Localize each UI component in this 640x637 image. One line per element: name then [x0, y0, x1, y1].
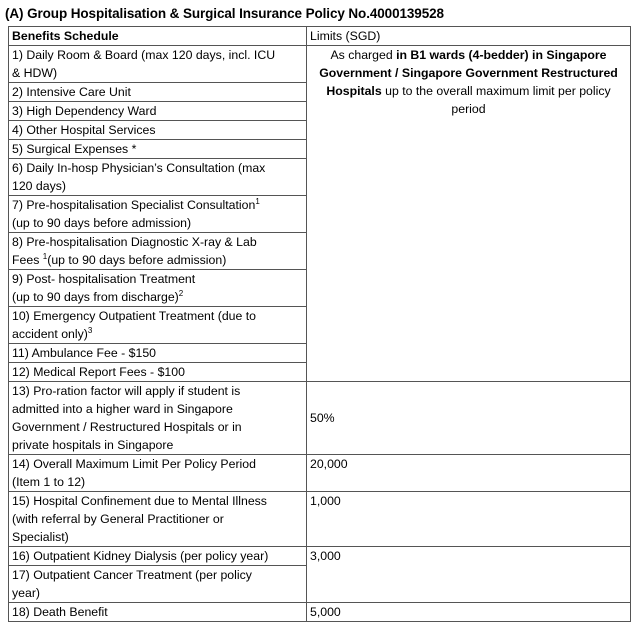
benefit-cell: 1) Daily Room & Board (max 120 days, incl. ICU & HDW)	[9, 46, 307, 83]
table-row	[9, 547, 631, 566]
footnote-mark: 1	[42, 251, 48, 261]
table-row	[9, 492, 631, 547]
benefit-cell: 5) Surgical Expenses *	[9, 140, 307, 159]
benefit-text: 8) Pre-hospitalisation Diagnostic X-ray & Lab Fees	[12, 235, 257, 267]
benefit-cell: 12) Medical Report Fees - $100	[9, 363, 307, 382]
benefit-cell: 16) Outpatient Kidney Dialysis (per policy year)	[9, 547, 307, 566]
merged-limit-text: As charged	[330, 48, 397, 62]
benefit-text-rest: (up to 90 days before admission)	[12, 216, 192, 230]
benefit-text-rest: (up to 90 days before admission)	[47, 253, 227, 267]
footnote-mark: 2	[178, 288, 184, 298]
benefit-cell: 2) Intensive Care Unit	[9, 83, 307, 102]
benefit-cell: 11) Ambulance Fee - $150	[9, 344, 307, 363]
benefit-cell: 6) Daily In-hosp Physician’s Consultation (max 120 days)	[9, 159, 307, 196]
benefit-cell: 14) Overall Maximum Limit Per Policy Period (Item 1 to 12)	[9, 455, 307, 492]
benefit-cell: 4) Other Hospital Services	[9, 121, 307, 140]
benefit-text: 10) Emergency Outpatient Treatment (due to accident only)	[12, 309, 257, 341]
merged-limit-text-end: up to the overall maximum limit per policy period	[381, 84, 611, 116]
limit-cell: 1,000	[307, 492, 631, 547]
benefits-header: Benefits Schedule	[9, 27, 307, 46]
footnote-mark: 3	[87, 325, 93, 335]
table-row	[9, 603, 631, 622]
limit-cell: 5,000	[307, 603, 631, 622]
table-row	[9, 455, 631, 492]
benefit-cell: 15) Hospital Confinement due to Mental Illness (with referral by General Practitioner or Specialist)	[9, 492, 307, 547]
benefits-table	[8, 26, 631, 622]
limit-cell: 3,000	[307, 547, 631, 603]
benefit-text: 9) Post- hospitalisation Treatment (up to 90 days from discharge)	[12, 272, 196, 304]
table-row	[9, 46, 631, 83]
benefit-cell: 18) Death Benefit	[9, 603, 307, 622]
benefit-cell	[9, 196, 307, 233]
limits-header: Limits (SGD)	[307, 27, 631, 46]
limit-cell: 50%	[307, 382, 631, 455]
policy-title: (A) Group Hospitalisation & Surgical Insurance Policy No.4000139528	[5, 6, 444, 21]
benefit-text: 7) Pre-hospitalisation Specialist Consultation	[12, 198, 256, 212]
benefit-cell: 13) Pro-ration factor will apply if student is admitted into a higher ward in Singapore Government / Restructured Hospitals or in private hospitals in Singapore	[9, 382, 307, 455]
benefit-cell	[9, 233, 307, 270]
benefit-cell	[9, 307, 307, 344]
limit-cell: 20,000	[307, 455, 631, 492]
benefit-cell: 17) Outpatient Cancer Treatment (per policy year)	[9, 566, 307, 603]
merged-limit-cell	[307, 46, 631, 382]
table-row	[9, 382, 631, 455]
table-header-row	[9, 27, 631, 46]
benefit-cell: 3) High Dependency Ward	[9, 102, 307, 121]
benefit-cell	[9, 270, 307, 307]
merged-limit-bold-text: in B1 wards (4-bedder) in Singapore Government / Singapore Government Restructured Hospitals	[319, 48, 618, 98]
footnote-mark: 1	[255, 196, 260, 206]
